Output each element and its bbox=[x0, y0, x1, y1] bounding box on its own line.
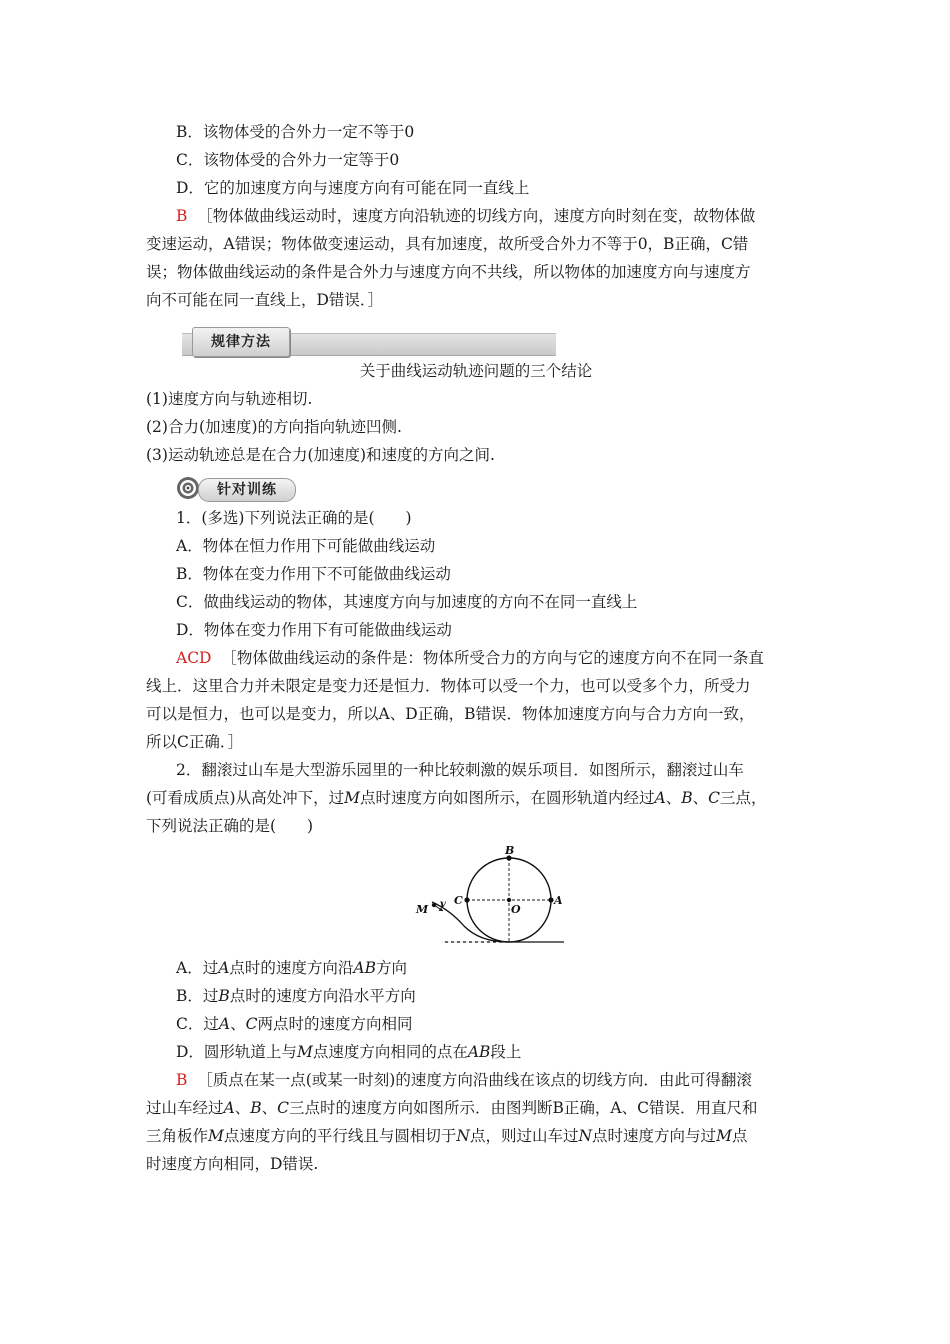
q1-stem: 1．(多选)下列说法正确的是( ) bbox=[176, 509, 412, 527]
q2-option-d: D．圆形轨道上与M点速度方向相同的点在AB段上 bbox=[176, 1043, 522, 1061]
q2-stem: (可看成质点)从高处冲下，过M点时速度方向如图所示，在圆形轨道内经过A、B、C三点， bbox=[146, 789, 767, 807]
q1-option-c: C．做曲线运动的物体，其速度方向与加速度的方向不在同一直线上 bbox=[176, 593, 638, 611]
q2-option-b: B．过B点时的速度方向沿水平方向 bbox=[176, 987, 416, 1005]
label-b: B bbox=[505, 844, 515, 857]
method-item: (2)合力(加速度)的方向指向轨迹凹侧. bbox=[146, 418, 402, 436]
answer-key: B bbox=[176, 207, 188, 225]
point-o bbox=[507, 898, 511, 902]
q2-option-a: A．过A点时的速度方向沿AB方向 bbox=[176, 959, 408, 977]
q1-option-d: D．物体在变力作用下有可能做曲线运动 bbox=[176, 621, 452, 639]
q2-stem: 下列说法正确的是( ) bbox=[146, 817, 314, 835]
training-banner-label: 针对训练 bbox=[198, 478, 296, 502]
option-c: C．该物体受的合外力一定等于0 bbox=[176, 151, 400, 169]
q1-answer-line: 线上．这里合力并未限定是变力还是恒力．物体可以受一个力，也可以受多个力，所受力 bbox=[146, 677, 751, 695]
option-b: B．该物体受的合外力一定不等于0 bbox=[176, 123, 415, 141]
method-banner-label: 规律方法 bbox=[192, 327, 290, 357]
q2-answer-line: 过山车经过A、B、C三点时的速度方向如图所示．由图判断B正确，A、C错误．用直尺和 bbox=[146, 1099, 758, 1117]
q1-answer-text: ［物体做曲线运动的条件是：物体所受合力的方向与它的速度方向不在同一条直 bbox=[221, 649, 764, 667]
q2-answer-line: 时速度方向相同，D错误. bbox=[146, 1155, 319, 1173]
q1-answer-key: ACD bbox=[176, 649, 212, 667]
option-d: D．它的加速度方向与速度方向有可能在同一直线上 bbox=[176, 179, 530, 197]
label-c: C bbox=[454, 894, 463, 907]
answer-line: 变速运动，A错误；物体做变速运动，具有加速度，故所受合外力不等于0，B正确，C错 bbox=[146, 235, 749, 253]
q2-answer-line: B ［质点在某一点(或某一时刻)的速度方向沿曲线在该点的切线方向．由此可得翻滚 bbox=[176, 1071, 752, 1089]
q2-option-c: C．过A、C两点时的速度方向相同 bbox=[176, 1015, 413, 1033]
point-c bbox=[464, 897, 469, 902]
q2-stem: 2．翻滚过山车是大型游乐园里的一种比较刺激的娱乐项目．如图所示，翻滚过山车 bbox=[176, 761, 744, 779]
label-m: M bbox=[416, 903, 429, 916]
method-title: 关于曲线运动轨迹问题的三个结论 bbox=[359, 362, 593, 380]
q2-answer-key: B bbox=[176, 1071, 188, 1089]
q1-option-a: A．物体在恒力作用下可能做曲线运动 bbox=[176, 537, 436, 555]
answer-line: 向不可能在同一直线上，D错误．］ bbox=[146, 291, 384, 309]
q2-answer-line: 三角板作M点速度方向的平行线且与圆相切于N点，则过山车过N点时速度方向与过M点 bbox=[146, 1127, 748, 1145]
q1-answer-line bbox=[176, 644, 848, 672]
label-v: v bbox=[440, 899, 446, 910]
q1-option-b: B．物体在变力作用下不可能做曲线运动 bbox=[176, 565, 451, 583]
method-item: (3)运动轨迹总是在合力(加速度)和速度的方向之间. bbox=[146, 446, 495, 464]
q1-answer-line: 所以C正确．］ bbox=[146, 733, 244, 751]
answer-text: ［物体做曲线运动时，速度方向沿轨迹的切线方向，速度方向时刻在变，故物体做 bbox=[197, 207, 756, 225]
roller-coaster-loop-figure bbox=[410, 842, 580, 948]
target-icon bbox=[176, 476, 200, 500]
label-a: A bbox=[554, 894, 563, 907]
answer-line bbox=[176, 202, 848, 230]
point-a bbox=[548, 897, 553, 902]
method-item: (1)速度方向与轨迹相切. bbox=[146, 390, 313, 408]
answer-line: 误；物体做曲线运动的条件是合外力与速度方向不共线，所以物体的加速度方向与速度方 bbox=[146, 263, 751, 281]
label-o: O bbox=[511, 903, 521, 916]
q1-answer-line: 可以是恒力，也可以是变力，所以A、D正确，B错误．物体加速度方向与合力方向一致， bbox=[146, 705, 755, 723]
